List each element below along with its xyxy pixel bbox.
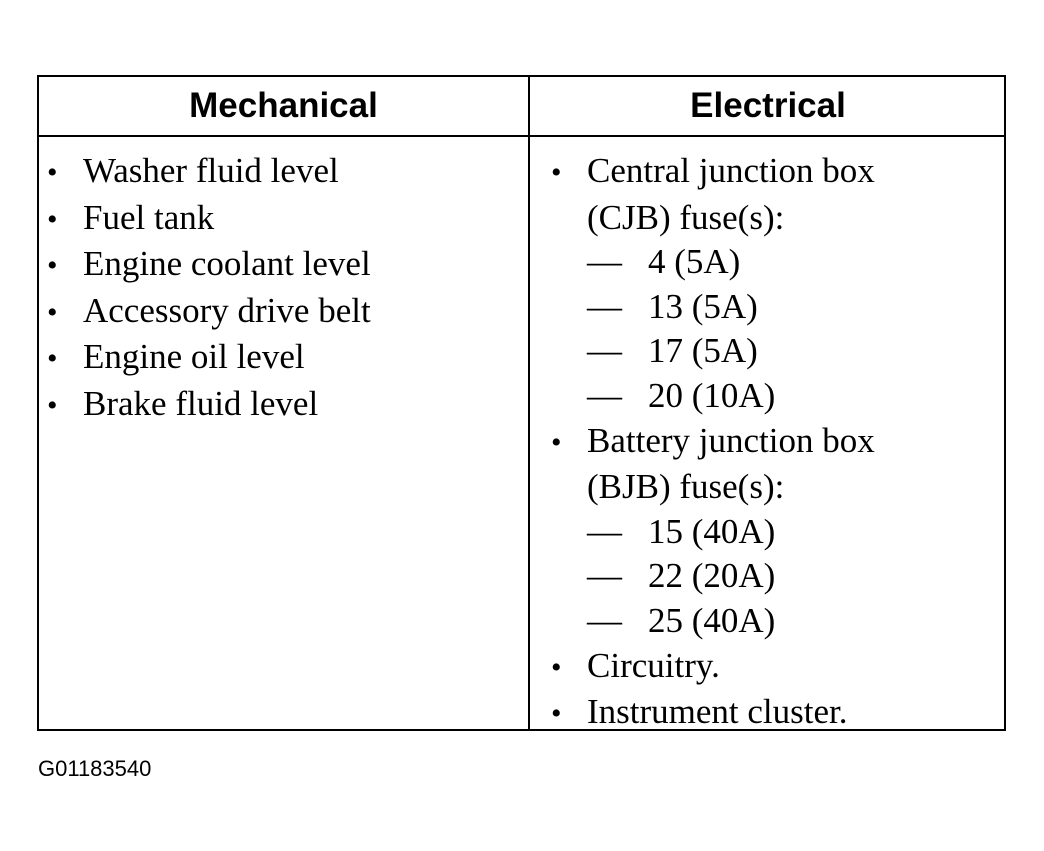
item-text: Washer fluid level [83,151,339,190]
fuse-text: 4 (5A) [648,242,741,282]
item-text: Fuel tank [83,197,215,237]
dash-icon: — [587,511,622,551]
header-divider [39,135,1004,137]
list-item-cjb [551,149,996,419]
mechanical-list [47,149,517,429]
item-text: Circuitry. [587,645,720,685]
list-item [47,149,517,196]
fuse-item [551,329,996,374]
bullet-icon: • [47,295,58,329]
fuse-item [551,510,996,555]
fuse-item [551,240,996,285]
fuse-text: 17 (5A) [648,331,758,371]
dash-icon: — [587,375,622,415]
item-text: Engine oil level [83,337,305,377]
cjb-title: Central junction box [587,151,875,190]
fuse-text: 20 (10A) [648,375,776,415]
bullet-icon: • [47,249,58,283]
list-item [551,644,996,691]
dash-icon: — [587,331,622,371]
dash-icon: — [587,600,622,640]
fuse-text: 22 (20A) [648,556,776,596]
list-item [47,382,517,429]
list-item [47,242,517,289]
bullet-icon: • [47,156,58,189]
bullet-icon: • [47,342,58,376]
fuse-item [551,285,996,330]
item-text: Engine coolant level [83,244,371,284]
list-item [551,690,996,737]
list-item [47,196,517,243]
item-text: Brake fluid level [83,383,319,423]
electrical-header: Electrical [690,86,846,125]
bullet-icon: • [47,388,58,422]
fuse-text: 25 (40A) [648,600,776,640]
item-text: Instrument cluster. [587,692,848,732]
bullet-icon: • [47,202,58,236]
electrical-list [551,149,996,737]
list-item [47,335,517,382]
dash-icon: — [587,286,622,326]
bjb-subtitle: (BJB) fuse(s): [587,467,785,507]
bullet-icon: • [551,650,562,684]
figure-id: G01183540 [38,756,152,781]
column-divider [528,77,530,729]
inspection-table [37,75,1006,731]
mechanical-header: Mechanical [189,86,378,125]
list-item [47,289,517,336]
fuse-item [551,599,996,644]
cjb-subtitle: (CJB) fuse(s): [587,197,785,237]
dash-icon: — [587,556,622,596]
bjb-title: Battery junction box [587,420,875,460]
bullet-icon: • [551,156,562,189]
fuse-item [551,374,996,419]
fuse-text: 15 (40A) [648,511,776,551]
bullet-icon: • [551,425,562,459]
item-text: Accessory drive belt [83,290,371,330]
dash-icon: — [587,242,622,282]
bullet-icon: • [551,697,562,731]
fuse-item [551,554,996,599]
fuse-text: 13 (5A) [648,286,758,326]
list-item-bjb [551,419,996,644]
